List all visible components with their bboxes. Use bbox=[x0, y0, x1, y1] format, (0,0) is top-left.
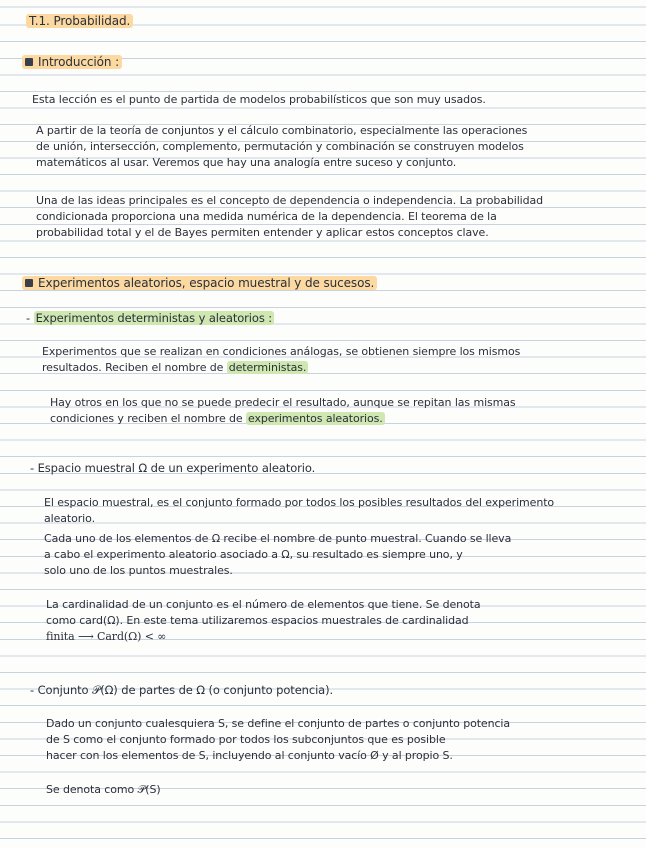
cardinalidad-line-2: como card(Ω). En este tema utilizaremos espacios muestrales de cardinalidad bbox=[46, 614, 469, 627]
subheading-deterministas-aleatorios: - Experimentos deterministas y aleatorios : bbox=[26, 311, 273, 325]
aleatorios-line-1: Hay otros en los que no se puede predecir el resultado, aunque se repitan las mismas bbox=[50, 396, 516, 409]
intro-paragraph-2-line-1: A partir de la teoría de conjuntos y el cálculo combinatorio, especialmente las operaciones bbox=[36, 124, 528, 137]
intro-paragraph-3-line-2: condicionada proporciona una medida numérica de la dependencia. El teorema de la bbox=[36, 210, 497, 223]
cardinalidad-line-3: finita ⟶ Card(Ω) < ∞ bbox=[46, 630, 167, 643]
intro-paragraph-1-line-1: Esta lección es el punto de partida de modelos probabilísticos que son muy usados. bbox=[32, 93, 486, 106]
intro-paragraph-3-line-1: Una de las ideas principales es el concepto de dependencia o independencia. La probabilidad bbox=[36, 194, 544, 207]
conjunto-potencia-line-2: de S como el conjunto formado por todos los subconjuntos que es posible bbox=[46, 733, 446, 746]
espacio-muestral-line-2: aleatorio. bbox=[44, 512, 95, 525]
subheading-espacio-muestral: - Espacio muestral Ω de un experimento aleatorio. bbox=[30, 461, 316, 475]
espacio-muestral-line-3: Cada uno de los elementos de Ω recibe el nombre de punto muestral. Cuando se lleva bbox=[44, 532, 512, 545]
deterministas-line-2: resultados. Reciben el nombre de deterministas. bbox=[42, 361, 307, 374]
square-bullet-icon bbox=[25, 58, 33, 66]
conjunto-potencia-line-1: Dado un conjunto cualesquiera S, se define el conjunto de partes o conjunto potencia bbox=[46, 717, 511, 730]
espacio-muestral-line-5: solo uno de los puntos muestrales. bbox=[44, 564, 233, 577]
deterministas-highlight: deterministas. bbox=[228, 361, 307, 374]
experimentos-aleatorios-highlight: experimentos aleatorios. bbox=[247, 412, 383, 425]
conjunto-potencia-line-3: hacer con los elementos de S, incluyendo al conjunto vacío Ø y al propio S. bbox=[46, 749, 453, 762]
intro-paragraph-3-line-3: probabilidad total y el de Bayes permiten entender y aplicar estos conceptos clave. bbox=[36, 226, 489, 239]
intro-paragraph-2-line-2: de unión, intersección, complemento, permutación y combinación se construyen modelos bbox=[36, 140, 524, 153]
subheading-conjunto-potencia: - Conjunto 𝒫(Ω) de partes de Ω (o conjunto potencia). bbox=[30, 683, 334, 697]
se-denota-line: Se denota como 𝒫(S) bbox=[46, 783, 161, 796]
section-heading-experimentos: Experimentos aleatorios, espacio muestral y de sucesos. bbox=[22, 276, 377, 290]
cardinalidad-line-1: La cardinalidad de un conjunto es el número de elementos que tiene. Se denota bbox=[46, 598, 481, 611]
square-bullet-icon bbox=[25, 279, 33, 287]
page-title bbox=[26, 14, 133, 28]
title-highlight: T.1. Probabilidad. bbox=[26, 14, 133, 28]
intro-paragraph-2-line-3: matemáticos al usar. Veremos que hay una analogía entre suceso y conjunto. bbox=[36, 156, 457, 169]
aleatorios-line-2: condiciones y reciben el nombre de experimentos aleatorios. bbox=[50, 412, 383, 425]
espacio-muestral-line-4: a cabo el experimento aleatorio asociado a Ω, su resultado es siempre uno, y bbox=[44, 548, 463, 561]
deterministas-line-1: Experimentos que se realizan en condiciones análogas, se obtienen siempre los mismos bbox=[42, 345, 521, 358]
espacio-muestral-line-1: El espacio muestral, es el conjunto formado por todos los posibles resultados del experimento bbox=[44, 496, 555, 509]
section-heading-introduccion: Introducción : bbox=[22, 55, 122, 69]
